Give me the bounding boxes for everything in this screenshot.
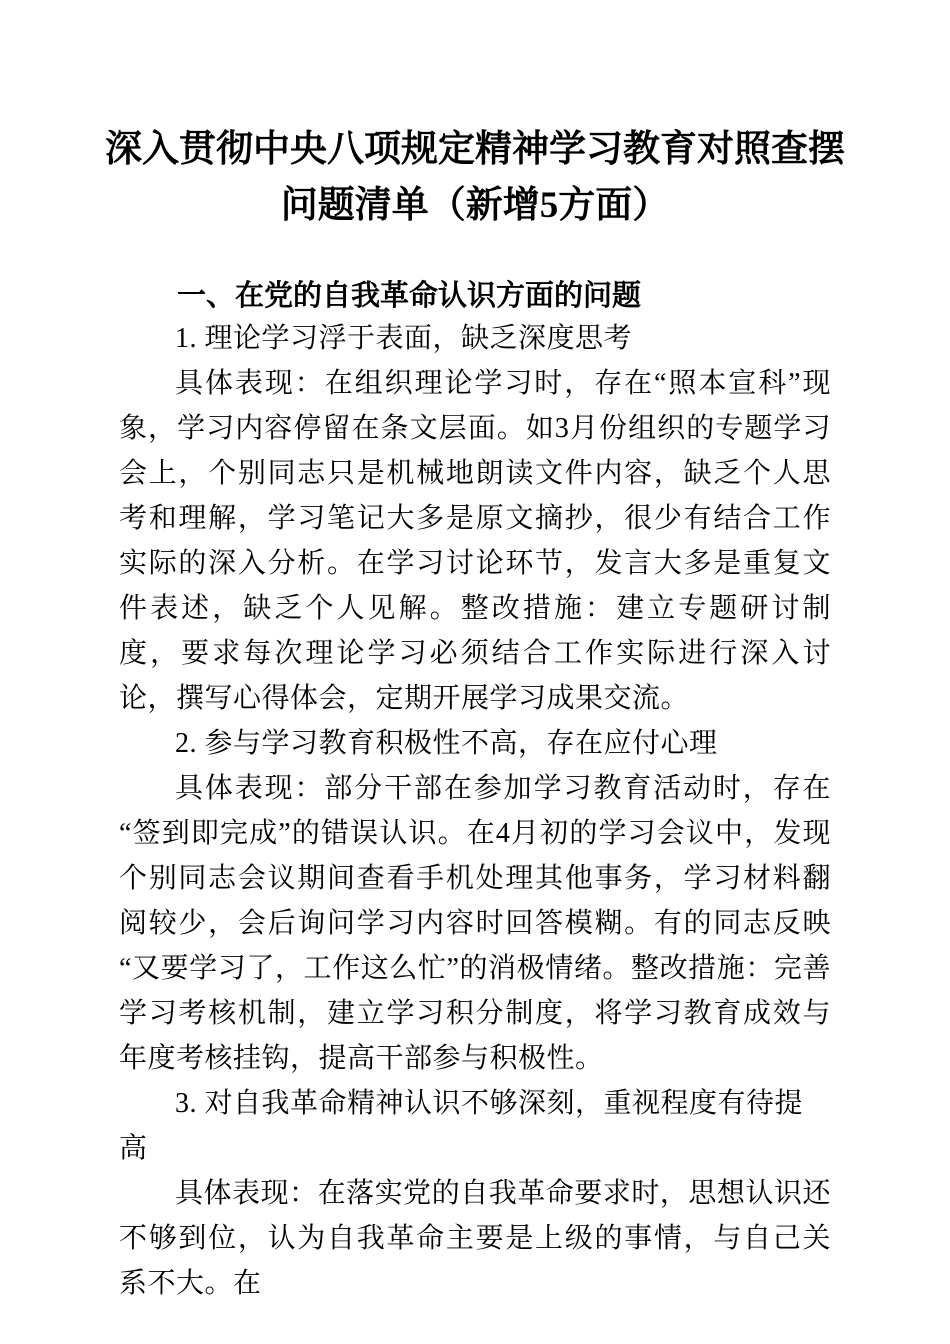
document-title-line-2: 问题清单（新增5方面） — [280, 185, 670, 226]
item-2-title: 2. 参与学习教育积极性不高，存在应付心理 — [175, 728, 718, 759]
item-1-title: 1. 理论学习浮于表面，缺乏深度思考 — [175, 323, 633, 354]
item-3-body: 具体表现：在落实党的自我革命要求时，思想认识还不够到位，认为自我革命主要是上级的事情，与自己关系不大。在 — [119, 1178, 831, 1299]
document-title — [95, 122, 855, 234]
item-1-body: 具体表现：在组织理论学习时，存在“照本宣科”现象，学习内容停留在条文层面。如3月份组织的专题学习会上，个别同志只是机械地朗读文件内容，缺乏个人思考和理解，学习笔记大多是原文摘抄，很少有结合工作实际的深入分析。在学习讨论环节，发言大多是重复文件表述，缺乏个人见解。整改措施：建立专题研讨制度，要求每次理论学习必须结合工作实际进行深入讨论，撰写心得体会，定期开展学习成果交流。 — [119, 368, 831, 714]
document-title-line-1: 深入贯彻中央八项规定精神学习教育对照查摆 — [105, 129, 845, 170]
item-2-body: 具体表现：部分干部在参加学习教育活动时，存在“签到即完成”的错误认识。在4月初的学习会议中，发现个别同志会议期间查看手机处理其他事务，学习材料翻阅较少，会后询问学习内容时回答模糊。有的同志反映“又要学习了，工作这么忙”的消极情绪。整改措施：完善学习考核机制，建立学习积分制度，将学习教育成效与年度考核挂钩，提高干部参与积极性。 — [119, 773, 831, 1074]
section-heading: 一、在党的自我革命认识方面的问题 — [177, 280, 642, 312]
item-3-title: 3. 对自我革命精神认识不够深刻，重视程度有待提高 — [119, 1088, 804, 1164]
